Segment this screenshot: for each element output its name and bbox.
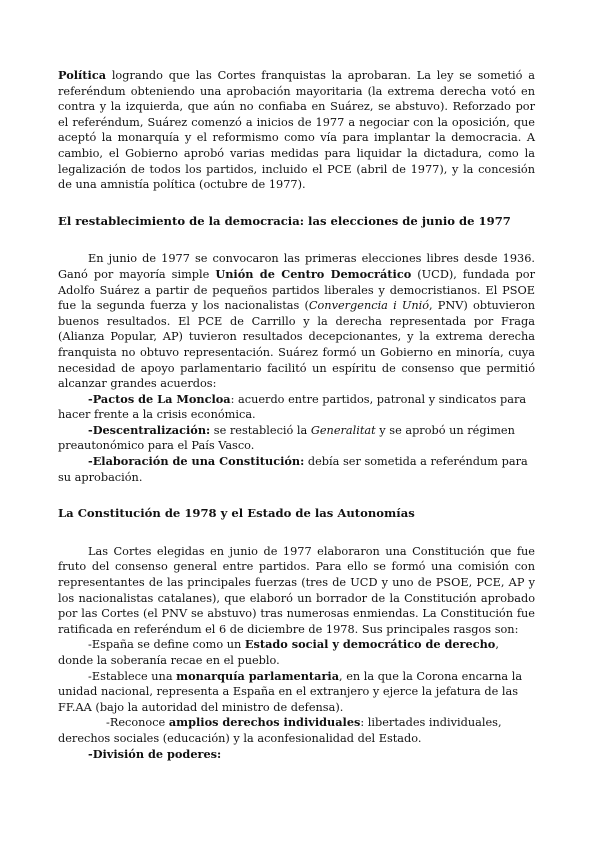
- feature-item-estado-social: [58, 637, 535, 668]
- agreement-item-constitucion: [58, 454, 535, 485]
- agreement-item-text: se restableció la: [210, 423, 311, 437]
- elections-text-a: En junio de 1977 se convocaron las primeras elecciones libres desde 1936. Ganó por mayoría simple: [58, 252, 535, 281]
- agreement-item-text: : acuerdo entre partidos, patronal y sindicatos para hacer frente a la crisis económica.: [58, 392, 527, 422]
- feature-item-bold: Estado social y democrático de derecho: [244, 637, 496, 652]
- feature-item-text: -España se define como un: [88, 638, 245, 652]
- intro-text: logrando que las Cortes franquistas la aprobaran. La ley se sometió a referéndum obteniendo una aprobación mayoritaria (la extrema derecha votó en contra y la izquierda, que aún no confiaba en Suárez, se abstuvo). Reforzado por el referéndum, Suárez comenzó a inicios de 1977 a negociar con la oposición, que aceptó la monarquía y el reformismo como vía para implantar la democracia. A cambio, el Gobierno aprobó varias medidas para liquidar la dictadura, como la legalización de todos los partidos, incluido el PCE (abril de 1977), y la concesión de una amnistía política (octubre de 1977).: [58, 69, 535, 192]
- agreement-item-text: debía ser sometida a referéndum para su aprobación.: [58, 455, 528, 484]
- feature-item-text: : libertades individuales, derechos sociales (educación) y la aconfesionalidad del Estado.: [58, 716, 502, 745]
- section-heading-constitution: La Constitución de 1978 y el Estado de las Autonomías: [58, 506, 415, 521]
- elections-text-c: , PNV) obtuvieron buenos resultados. El PCE de Carrillo y la derecha representada por Fraga (Alianza Popular, AP) tuvieron resultados decepcionantes, y la extrema derecha franquista no obtuvo representación. Suárez formó un Gobierno en minoría, cuya necesidad de apoyo parlamentario facilitó un espíritu de consenso que permitió alcanzar grandes acuerdos:: [58, 299, 535, 391]
- feature-item-division-poderes: [58, 747, 535, 763]
- agreement-item-bold: -Descentralización:: [88, 422, 211, 437]
- intro-paragraph: [58, 68, 535, 193]
- feature-item-bold: amplios derechos individuales: [168, 715, 361, 730]
- feature-item-text: -Establece una: [88, 669, 177, 683]
- intro-bold-lead: Política: [58, 68, 107, 82]
- constitution-paragraph: Las Cortes elegidas en junio de 1977 elaboraron una Constitución que fue fruto del consenso general entre partidos. Para ello se formó una comisión con representantes de las principales fuerzas (tres de UCD y uno de PSOE, PCE, AP y los nacionalistas catalanes), que elaboró un borrador de la Constitución aprobado por las Cortes (el PNV se abstuvo) tras numerosas enmiendas. La Constitución fue ratificada en referéndum el 6 de diciembre de 1978. Sus principales rasgos son:: [58, 544, 535, 636]
- agreement-item-italic: Generalitat: [310, 423, 376, 437]
- document-page: [58, 68, 535, 762]
- feature-item-text: -Reconoce: [106, 716, 169, 730]
- agreement-item-bold: -Pactos de La Moncloa: [88, 391, 231, 406]
- agreement-item-descentralizacion: [58, 423, 535, 454]
- elections-italic-ciu: Convergencia i Unió: [308, 299, 430, 313]
- elections-text-b: (UCD), fundada por Adolfo Suárez a partir de pequeños partidos liberales y democristianos. El PSOE fue la segunda fuerza y los nacionalistas (: [58, 267, 535, 313]
- feature-item-bold: monarquía parlamentaria: [176, 668, 340, 683]
- feature-item-text: , donde la soberanía recae en el pueblo.: [58, 638, 499, 667]
- feature-item-derechos: [58, 715, 535, 746]
- elections-paragraph: [58, 251, 535, 391]
- feature-item-monarquia: [58, 669, 535, 716]
- section-heading-elections: El restablecimiento de la democracia: las elecciones de junio de 1977: [58, 213, 511, 228]
- agreement-item-moncloa: [58, 392, 535, 423]
- elections-bold-ucd: Unión de Centro Democrático: [215, 266, 412, 281]
- feature-item-text: , en la que la Corona encarna la unidad nacional, representa a España en el extranjero y ejerce la jefatura de las FF.AA (bajo la autoridad del ministro de defensa).: [58, 669, 523, 714]
- agreement-item-text: y se aprobó un régimen preautonómico para el País Vasco.: [58, 423, 515, 453]
- agreement-item-bold: -Elaboración de una Constitución:: [88, 454, 305, 469]
- feature-item-bold: -División de poderes:: [88, 746, 222, 761]
